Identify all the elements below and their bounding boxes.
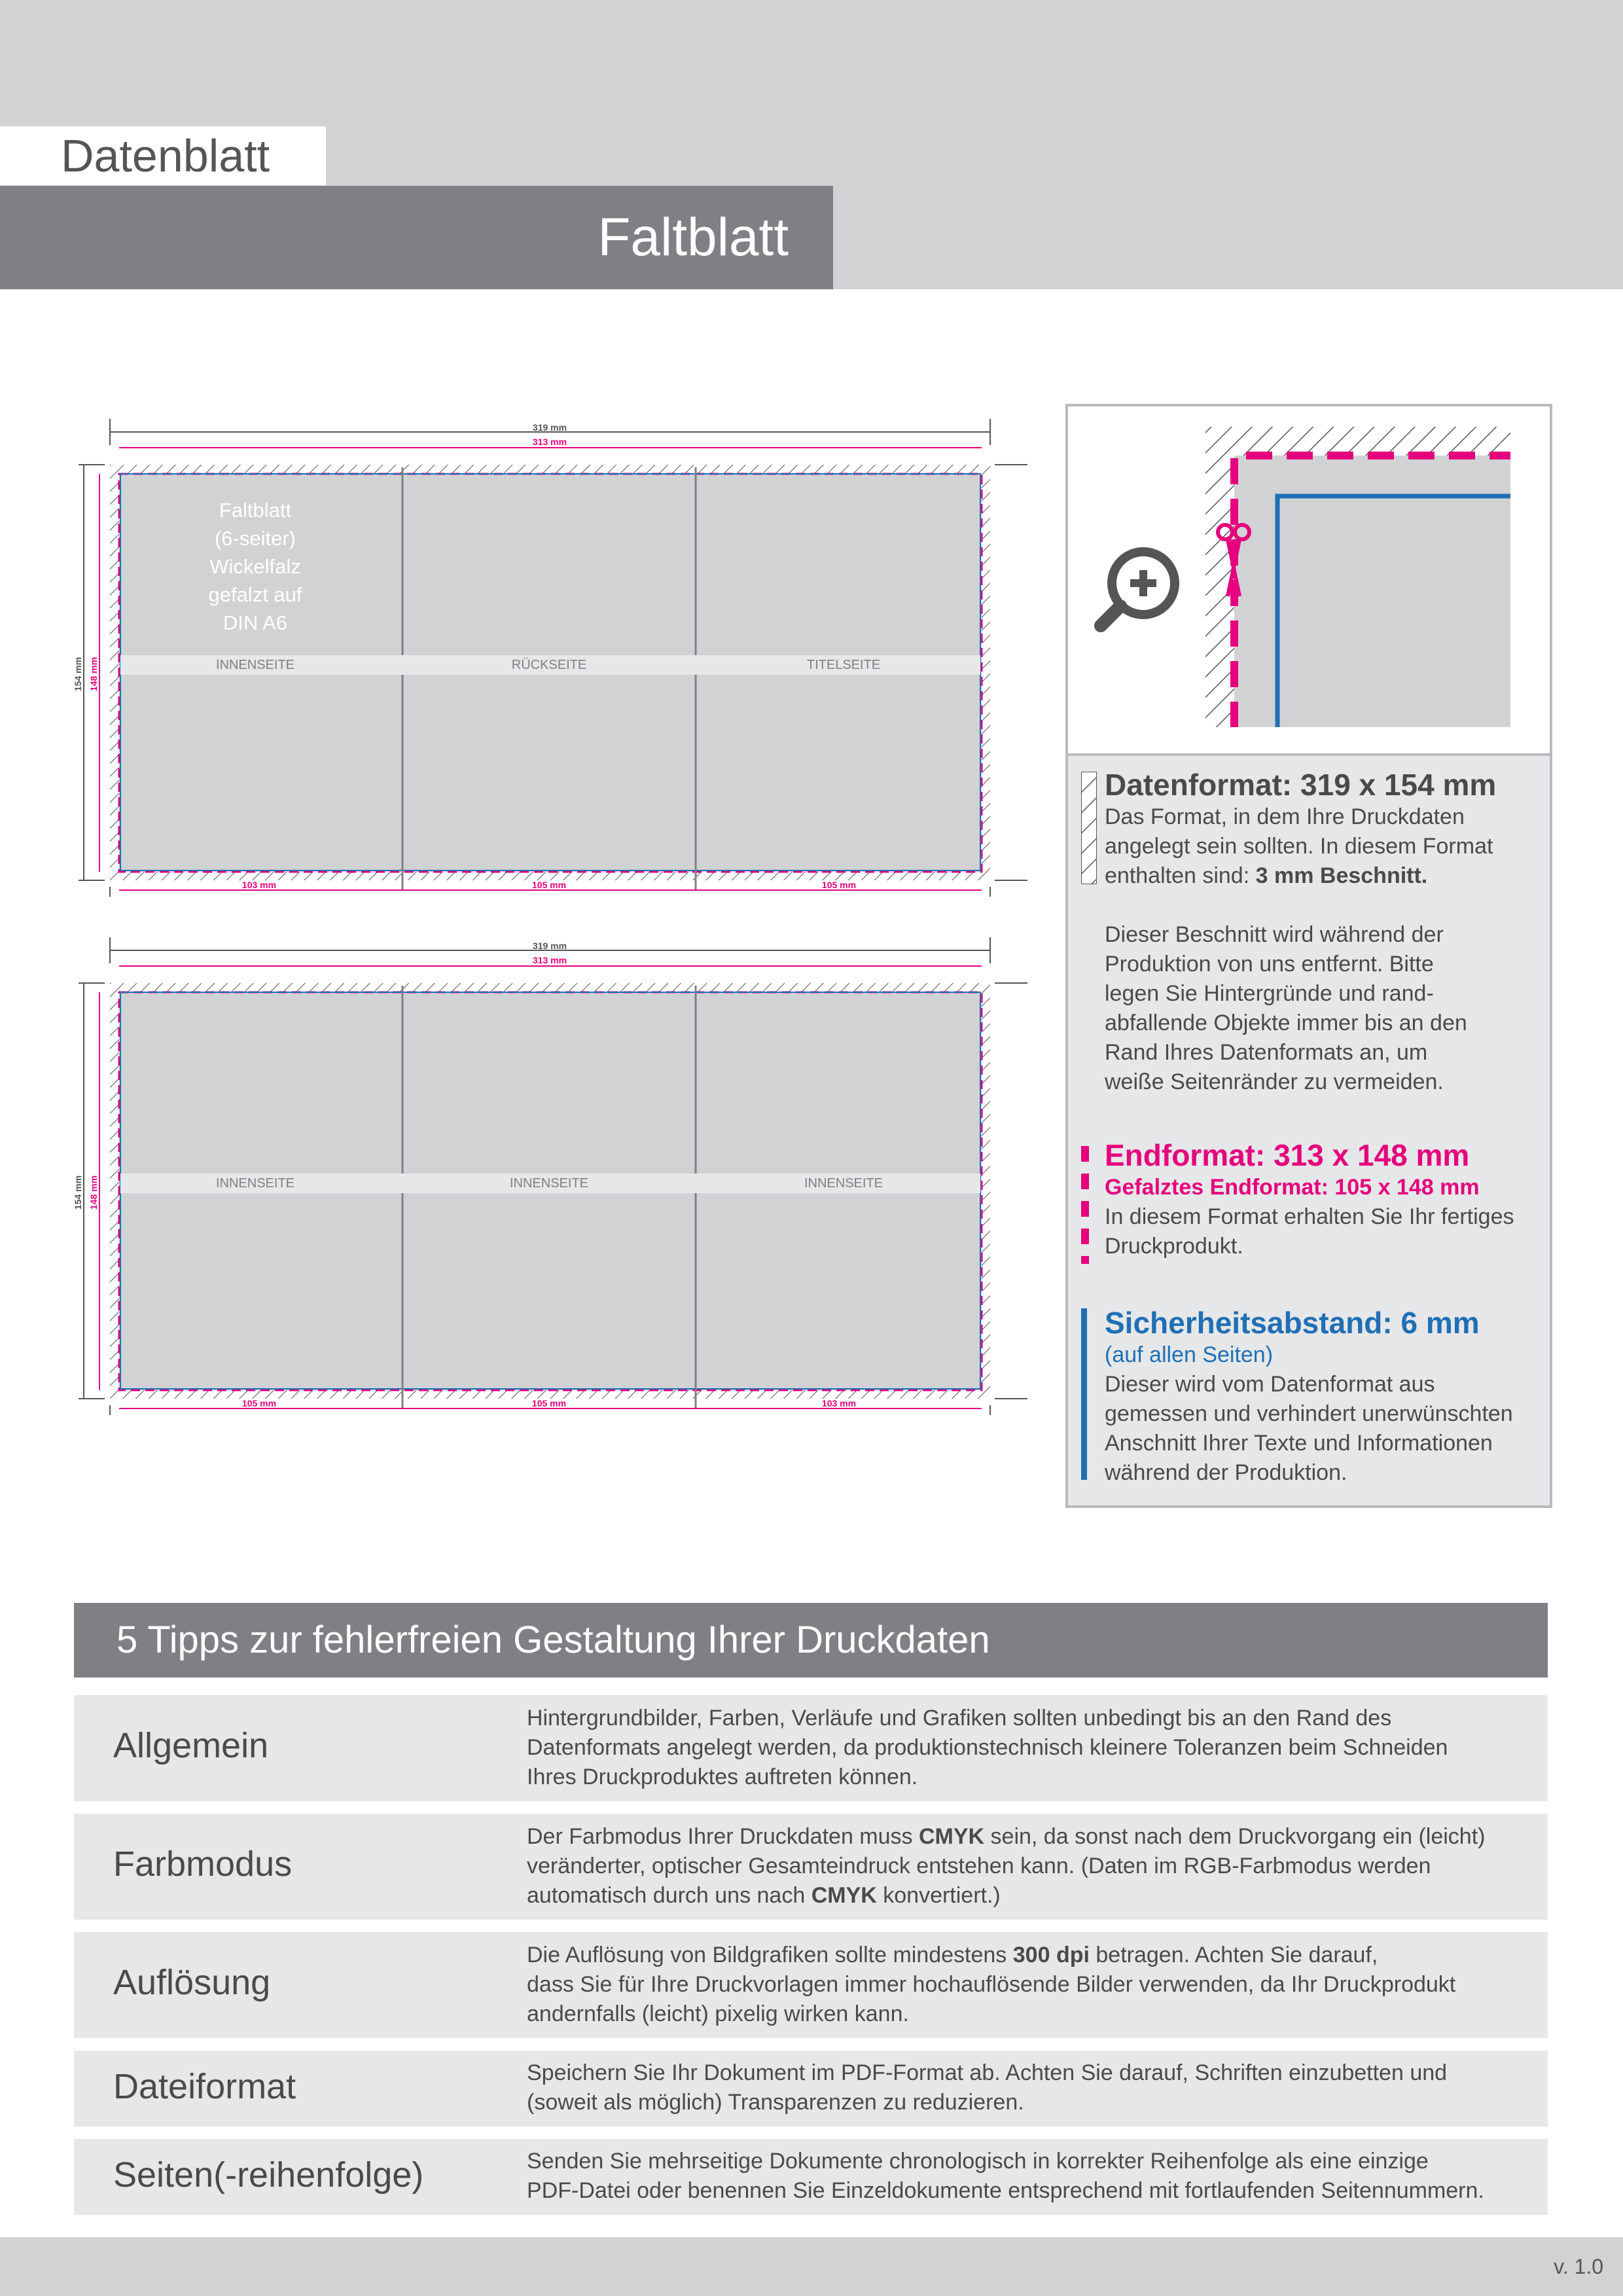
version-label: v. 1.0 <box>1554 2255 1603 2278</box>
tip-description <box>527 1941 1535 2029</box>
tip-line: (soweit als möglich) Transparenzen zu reduzieren. <box>527 2090 1024 2115</box>
beschnitt-line: Produktion von uns entfernt. Bitte <box>1105 952 1434 977</box>
outer-height-label: 154 mm <box>73 1175 83 1210</box>
inner-height-label: 148 mm <box>88 1175 99 1210</box>
tip-text: Die Auflösung von Bildgrafiken sollte mindestens <box>527 1943 1013 1967</box>
panel-width-3: 103 mm <box>821 1398 857 1408</box>
tip-row-allgemein <box>74 1695 1548 1801</box>
sicherheit-line: Dieser wird vom Datenformat aus <box>1105 1372 1435 1397</box>
tip-bold: CMYK <box>918 1824 985 1849</box>
panel-width-3: 105 mm <box>821 880 857 890</box>
tip-line <box>527 1822 1535 1852</box>
product-note-line: Faltblatt <box>219 499 292 522</box>
panel-width-2: 105 mm <box>531 1398 567 1408</box>
tip-line: dass Sie für Ihre Druckvorlagen immer hochauflösende Bilder verwenden, da Ihr Druckprodukt <box>527 1972 1456 1997</box>
datenformat-text-part: enthalten sind: <box>1105 863 1250 888</box>
zoom-illustration <box>1068 406 1550 751</box>
datenformat-title: Datenformat: 319 x 154 mm <box>1105 768 1497 802</box>
page-title: Faltblatt <box>597 207 789 267</box>
product-note-line: gefalzt auf <box>208 583 302 606</box>
bleed-hatch-legend <box>1081 772 1097 884</box>
tip-text: Der Farbmodus Ihrer Druckdaten muss <box>527 1824 919 1849</box>
tip-name: Dateiformat <box>113 2067 296 2106</box>
tip-bold: 300 dpi <box>1012 1943 1090 1967</box>
tip-text: konvertiert.) <box>876 1883 1001 1908</box>
outer-width-label: 319 mm <box>532 422 567 433</box>
trim-legend-bar <box>1081 1146 1089 1264</box>
tip-line: PDF-Datei oder benennen Sie Einzeldokumente entsprechend mit fortlaufenden Seitennummern. <box>527 2178 1484 2203</box>
endformat-title: Endformat: 313 x 148 mm <box>1105 1138 1470 1172</box>
tip-name: Farbmodus <box>113 1844 293 1884</box>
tip-row-aufloesung <box>74 1932 1548 2038</box>
tip-bold: CMYK <box>811 1883 877 1908</box>
tip-name: Seiten(-reihenfolge) <box>113 2155 424 2195</box>
tip-description <box>527 1822 1535 1910</box>
product-note-line: Wickelfalz <box>209 555 301 578</box>
tips-title: 5 Tipps zur fehlerfreien Gestaltung Ihrer Druckdaten <box>116 1619 990 1661</box>
tip-line: Datenformats angelegt werden, da produktionstechnisch kleinere Toleranzen beim Schneiden <box>527 1735 1448 1760</box>
endformat-sub: Gefalztes Endformat: 105 x 148 mm <box>1105 1175 1480 1200</box>
tip-row-farbmodus <box>74 1814 1548 1920</box>
panel-width-1: 105 mm <box>241 1398 277 1408</box>
footer-bar <box>0 2237 1623 2296</box>
panel-label-3: TITELSEITE <box>806 658 881 672</box>
zoom-in-icon <box>1101 552 1175 626</box>
info-panel <box>1065 404 1552 1508</box>
beschnitt-line: abfallende Objekte immer bis an den <box>1105 1011 1467 1035</box>
zoom-detail <box>1068 406 1550 756</box>
beschnitt-line: weiße Seitenränder zu vermeiden. <box>1105 1069 1444 1094</box>
layout-diagram-inside <box>65 937 1041 1415</box>
tip-line: Ihres Druckproduktes auftreten können. <box>527 1765 918 1789</box>
tip-text: automatisch durch uns nach <box>527 1883 812 1908</box>
datenformat-text <box>1105 861 1537 891</box>
sicherheit-line: während der Produktion. <box>1105 1460 1347 1485</box>
tip-line: veränderter, optischer Gesamteindruck entstehen kann. (Daten im RGB-Farbmodus werden <box>527 1854 1431 1878</box>
beschnitt-line: Rand Ihres Datenformats an, um <box>1105 1040 1428 1065</box>
inner-height-label: 148 mm <box>88 656 99 692</box>
tip-description <box>527 1704 1535 1792</box>
panel-label-2: INNENSEITE <box>509 1176 589 1191</box>
product-note-line: DIN A6 <box>223 611 288 634</box>
panel-label-1: INNENSEITE <box>215 1176 295 1191</box>
tip-text: sein, da sonst nach dem Druckvorgang ein (leicht) <box>984 1824 1486 1849</box>
beschnitt-line: legen Sie Hintergründe und rand- <box>1105 981 1434 1006</box>
inner-width-label: 313 mm <box>532 955 567 965</box>
tip-description <box>527 2058 1535 2117</box>
sicherheit-sub: (auf allen Seiten) <box>1105 1342 1274 1367</box>
panel-label-1: INNENSEITE <box>215 658 295 672</box>
sicherheit-line: Anschnitt Ihrer Texte und Informationen <box>1105 1431 1493 1456</box>
tip-name: Auflösung <box>113 1963 271 2002</box>
datenformat-bold: 3 mm Beschnitt. <box>1255 863 1428 888</box>
tip-line: andernfalls (leicht) pixelig wirken kann. <box>527 2001 909 2026</box>
sicherheit-line: gemessen und verhindert unerwünschten <box>1105 1401 1513 1426</box>
sicherheit-title: Sicherheitsabstand: 6 mm <box>1105 1306 1480 1340</box>
outer-height-label: 154 mm <box>73 656 83 692</box>
panel-width-1: 103 mm <box>241 880 277 890</box>
endformat-line: Druckprodukt. <box>1105 1234 1243 1259</box>
tip-line <box>527 1941 1535 1970</box>
safety-legend-bar <box>1081 1308 1087 1480</box>
product-note-line: (6-seiter) <box>214 527 296 550</box>
datenformat-text: angelegt sein sollten. In diesem Format <box>1105 834 1493 859</box>
outer-width-label: 319 mm <box>532 941 567 951</box>
endformat-line: In diesem Format erhalten Sie Ihr fertiges <box>1105 1204 1514 1229</box>
tip-line <box>527 1881 1535 1910</box>
tip-text: betragen. Achten Sie darauf, <box>1089 1943 1378 1967</box>
tip-line: Speichern Sie Ihr Dokument im PDF-Format ab. Achten Sie darauf, Schriften einzubetten und <box>527 2060 1448 2085</box>
tip-row-dateiformat <box>74 2051 1548 2126</box>
tip-name: Allgemein <box>113 1726 269 1765</box>
panel-label-2: RÜCKSEITE <box>511 658 587 672</box>
panel-width-2: 105 mm <box>531 880 567 890</box>
layout-diagram-outside <box>65 419 1041 897</box>
tip-line: Senden Sie mehrseitige Dokumente chronologisch in korrekter Reihenfolge als eine einzige <box>527 2149 1429 2174</box>
panel-label-3: INNENSEITE <box>804 1176 883 1191</box>
tip-row-seiten <box>74 2139 1548 2215</box>
beschnitt-line: Dieser Beschnitt wird während der <box>1105 922 1444 947</box>
datenformat-text: Das Format, in dem Ihre Druckdaten <box>1105 804 1465 829</box>
tip-line: Hintergrundbilder, Farben, Verläufe und Grafiken sollten unbedingt bis an den Rand des <box>527 1706 1392 1731</box>
tip-description <box>527 2147 1535 2206</box>
doc-type-label: Datenblatt <box>61 130 270 181</box>
inner-width-label: 313 mm <box>532 437 567 447</box>
